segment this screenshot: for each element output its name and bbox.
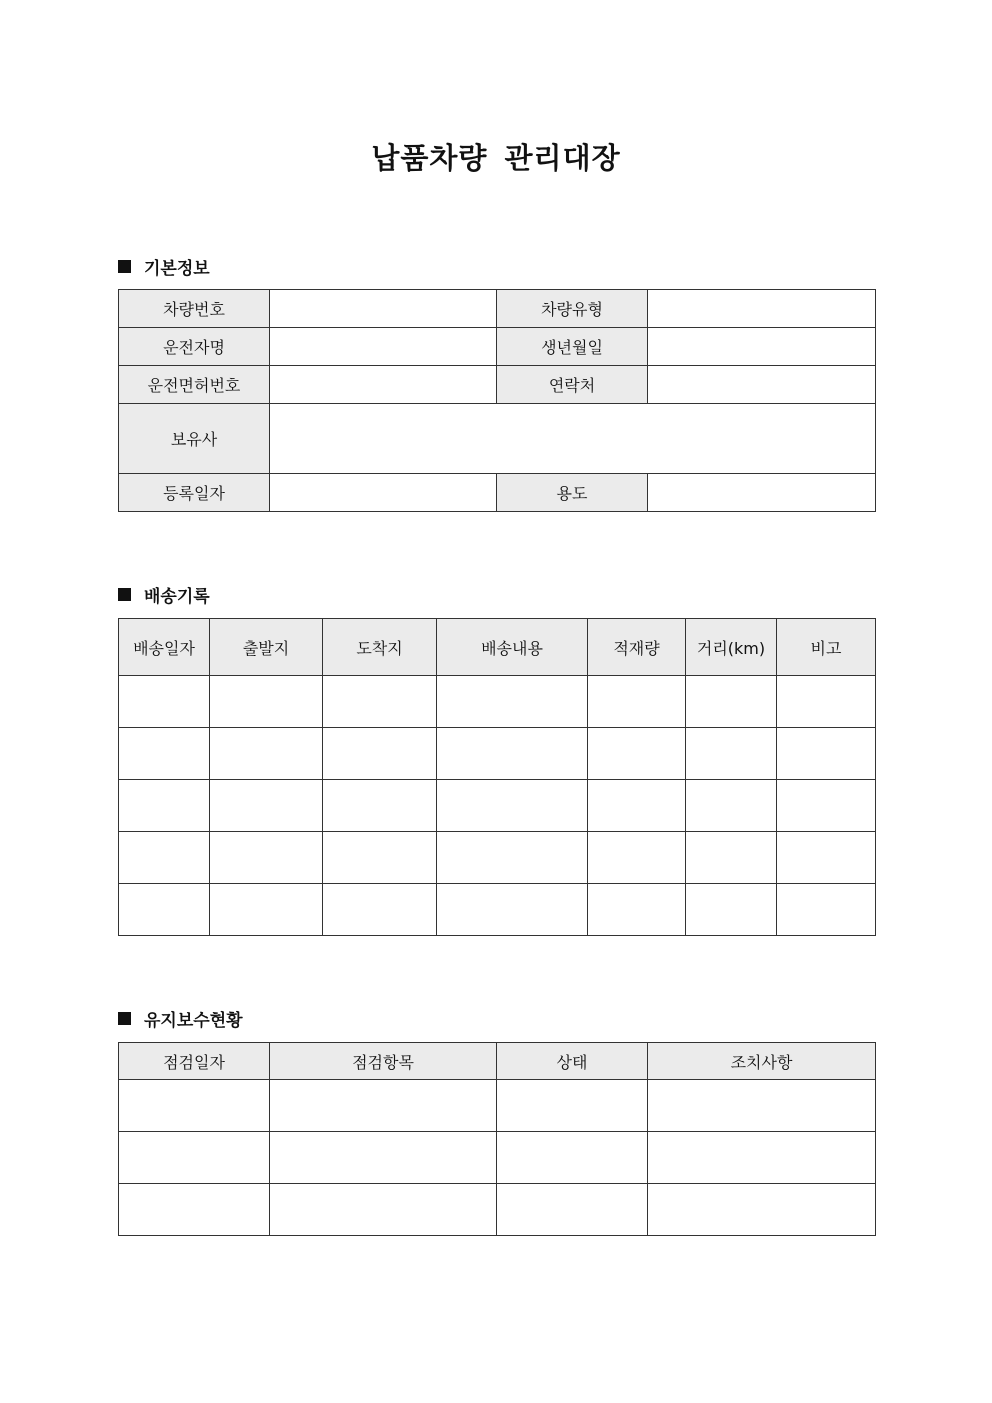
contact-label: 연락처 bbox=[497, 366, 648, 404]
driver-name-label: 운전자명 bbox=[119, 328, 270, 366]
vehicle-type-field[interactable] bbox=[648, 290, 876, 328]
delivery-cell[interactable] bbox=[437, 728, 588, 780]
maintenance-cell[interactable] bbox=[497, 1184, 648, 1236]
birth-date-label: 생년월일 bbox=[497, 328, 648, 366]
delivery-cell[interactable] bbox=[323, 780, 437, 832]
delivery-cell[interactable] bbox=[437, 780, 588, 832]
birth-date-field[interactable] bbox=[648, 328, 876, 366]
maintenance-heading-text: 유지보수현황 bbox=[144, 1011, 243, 1031]
delivery-cell[interactable] bbox=[119, 780, 210, 832]
delivery-cell[interactable] bbox=[777, 832, 876, 884]
owner-company-label: 보유사 bbox=[119, 404, 270, 474]
maintenance-column-header: 상태 bbox=[497, 1043, 648, 1080]
delivery-log-heading-text: 배송기록 bbox=[144, 587, 210, 607]
delivery-cell[interactable] bbox=[210, 676, 323, 728]
table-row bbox=[119, 676, 876, 728]
delivery-cell[interactable] bbox=[686, 676, 777, 728]
delivery-cell[interactable] bbox=[777, 728, 876, 780]
table-row bbox=[119, 1132, 876, 1184]
table-row bbox=[119, 884, 876, 936]
maintenance-cell[interactable] bbox=[497, 1080, 648, 1132]
maintenance-heading bbox=[118, 1006, 243, 1031]
maintenance-column-header: 조치사항 bbox=[648, 1043, 876, 1080]
maintenance-cell[interactable] bbox=[119, 1184, 270, 1236]
basic-info-heading-text: 기본정보 bbox=[144, 259, 210, 279]
delivery-cell[interactable] bbox=[588, 728, 686, 780]
vehicle-number-label: 차량번호 bbox=[119, 290, 270, 328]
purpose-label: 용도 bbox=[497, 474, 648, 512]
delivery-cell[interactable] bbox=[323, 884, 437, 936]
maintenance-cell[interactable] bbox=[648, 1184, 876, 1236]
delivery-cell[interactable] bbox=[777, 884, 876, 936]
delivery-cell[interactable] bbox=[119, 728, 210, 780]
delivery-log-heading bbox=[118, 582, 210, 607]
delivery-cell[interactable] bbox=[323, 832, 437, 884]
delivery-cell[interactable] bbox=[119, 676, 210, 728]
delivery-cell[interactable] bbox=[323, 728, 437, 780]
maintenance-cell[interactable] bbox=[497, 1132, 648, 1184]
maintenance-cell[interactable] bbox=[648, 1080, 876, 1132]
maintenance-cell[interactable] bbox=[648, 1132, 876, 1184]
delivery-cell[interactable] bbox=[119, 832, 210, 884]
maintenance-column-header: 점검항목 bbox=[270, 1043, 497, 1080]
delivery-column-header: 출발지 bbox=[210, 619, 323, 676]
square-bullet-icon bbox=[118, 588, 131, 601]
delivery-cell[interactable] bbox=[210, 884, 323, 936]
delivery-cell[interactable] bbox=[119, 884, 210, 936]
delivery-column-header: 배송일자 bbox=[119, 619, 210, 676]
delivery-cell[interactable] bbox=[210, 780, 323, 832]
delivery-cell[interactable] bbox=[323, 676, 437, 728]
maintenance-cell[interactable] bbox=[270, 1080, 497, 1132]
table-row bbox=[119, 832, 876, 884]
license-number-field[interactable] bbox=[270, 366, 497, 404]
registration-date-field[interactable] bbox=[270, 474, 497, 512]
delivery-cell[interactable] bbox=[588, 884, 686, 936]
maintenance-column-header: 점검일자 bbox=[119, 1043, 270, 1080]
delivery-cell[interactable] bbox=[210, 832, 323, 884]
delivery-cell[interactable] bbox=[686, 884, 777, 936]
basic-info-table bbox=[118, 289, 876, 512]
table-row bbox=[119, 1080, 876, 1132]
owner-company-field[interactable] bbox=[270, 404, 876, 474]
delivery-cell[interactable] bbox=[437, 676, 588, 728]
square-bullet-icon bbox=[118, 1012, 131, 1025]
delivery-cell[interactable] bbox=[777, 676, 876, 728]
delivery-cell[interactable] bbox=[437, 832, 588, 884]
maintenance-cell[interactable] bbox=[119, 1132, 270, 1184]
maintenance-cell[interactable] bbox=[119, 1080, 270, 1132]
delivery-cell[interactable] bbox=[777, 780, 876, 832]
delivery-column-header: 적재량 bbox=[588, 619, 686, 676]
basic-info-heading bbox=[118, 254, 210, 279]
license-number-label: 운전면허번호 bbox=[119, 366, 270, 404]
contact-field[interactable] bbox=[648, 366, 876, 404]
delivery-cell[interactable] bbox=[686, 832, 777, 884]
delivery-column-header: 비고 bbox=[777, 619, 876, 676]
maintenance-cell[interactable] bbox=[270, 1184, 497, 1236]
table-row bbox=[119, 728, 876, 780]
delivery-cell[interactable] bbox=[686, 780, 777, 832]
maintenance-cell[interactable] bbox=[270, 1132, 497, 1184]
delivery-cell[interactable] bbox=[210, 728, 323, 780]
document-title: 납품차량 관리대장 bbox=[371, 141, 621, 175]
delivery-log-table bbox=[118, 618, 876, 936]
maintenance-table bbox=[118, 1042, 876, 1236]
purpose-field[interactable] bbox=[648, 474, 876, 512]
square-bullet-icon bbox=[118, 260, 131, 273]
vehicle-type-label: 차량유형 bbox=[497, 290, 648, 328]
delivery-cell[interactable] bbox=[588, 676, 686, 728]
delivery-column-header: 거리(km) bbox=[686, 619, 777, 676]
delivery-cell[interactable] bbox=[686, 728, 777, 780]
delivery-column-header: 도착지 bbox=[323, 619, 437, 676]
vehicle-number-field[interactable] bbox=[270, 290, 497, 328]
delivery-column-header: 배송내용 bbox=[437, 619, 588, 676]
delivery-cell[interactable] bbox=[588, 832, 686, 884]
delivery-cell[interactable] bbox=[588, 780, 686, 832]
table-row bbox=[119, 780, 876, 832]
registration-date-label: 등록일자 bbox=[119, 474, 270, 512]
table-row bbox=[119, 1184, 876, 1236]
delivery-cell[interactable] bbox=[437, 884, 588, 936]
driver-name-field[interactable] bbox=[270, 328, 497, 366]
